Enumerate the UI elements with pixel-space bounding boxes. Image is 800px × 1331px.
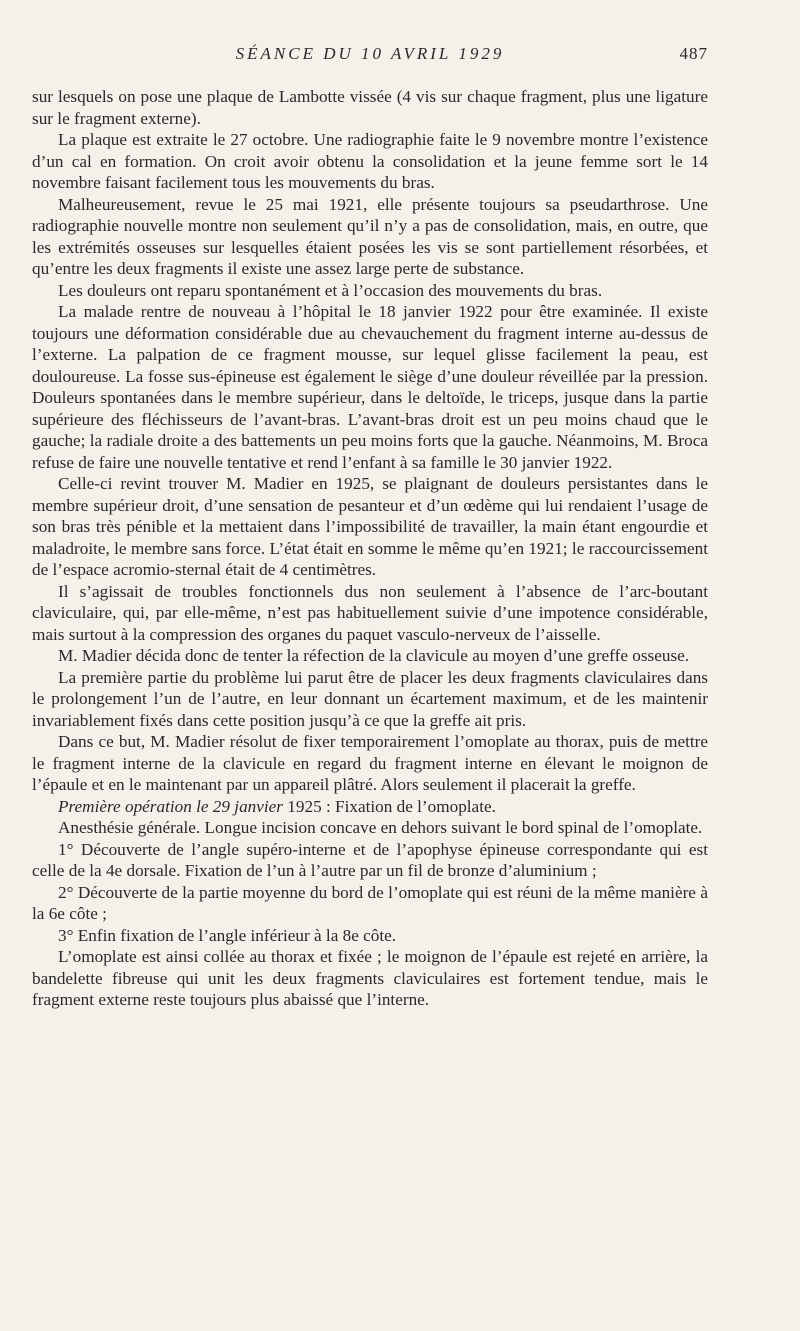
paragraph: Les douleurs ont reparu spontanément et à l’occasion des mouvements du bras. — [58, 280, 603, 300]
paragraph: 3° Enfin fixation de l’angle inférieur à la 8e côte. — [58, 925, 397, 945]
paragraph: Dans ce but, M. Madier résolut de fixer temporairement l’omoplate au thorax, puis de mettre le fragment interne de la clavicule en regard du fragment interne en élevant le moignon de l’épaule et en le maintenant par un appareil plâtré. Alors seulement il placerait la greffe. — [32, 732, 708, 794]
page-header — [32, 44, 708, 70]
paragraph: Malheureusement, revue le 25 mai 1921, elle présente toujours sa pseudarthrose. Une radiographie nouvelle montre non seulement qu’il n’y a pas de consolidation, mais, en outre, que les extrémités osseuses sur lesquelles étaient posées les vis se sont partiellement résorbées, et qu’entre les deux fragments il existe une assez large perte de substance. — [32, 194, 708, 278]
page-number: 487 — [679, 44, 708, 63]
running-head: SÉANCE DU 10 AVRIL 1929 — [235, 44, 505, 63]
paragraph: M. Madier décida donc de tenter la réfection de la clavicule au moyen d’une greffe osseuse. — [58, 646, 690, 665]
paragraph: Il s’agissait de troubles fonctionnels dus non seulement à l’absence de l’arc-boutant claviculaire, qui, par elle-même, n’est pas habituellement suivie d’une impotence considérable, mais surtout à la compression des organes du paquet vasculo-nerveux de l’aisselle. — [32, 581, 708, 644]
paragraph: La première partie du problème lui parut être de placer les deux fragments claviculaires dans le prolongement l’un de l’autre, en leur donnant un écartement maximum, et de les maintenir invariablement fixés dans cette position jusqu’à ce que la greffe ait pris. — [32, 667, 708, 730]
paragraph: 2° Découverte de la partie moyenne du bord de l’omoplate qui est réuni de la même manière à la 6e côte ; — [32, 882, 708, 923]
paragraph: sur lesquels on pose une plaque de Lambotte vissée (4 vis sur chaque fragment, plus une ligature sur le fragment externe). — [32, 87, 708, 128]
paragraph: L’omoplate est ainsi collée au thorax et fixée ; le moignon de l’épaule est rejeté en arrière, la bandelette fibreuse qui unit les deux fragments claviculaires est fortement tendue, mais le fragment externe reste toujours plus abaissé que l’interne. — [32, 947, 708, 1009]
paragraph: Anesthésie générale. Longue incision concave en dehors suivant le bord spinal de l’omoplate. — [58, 818, 703, 837]
paragraph: La plaque est extraite le 27 octobre. Une radiographie faite le 9 novembre montre l’existence d’un cal en formation. On croit avoir obtenu la consolidation et la jeune femme sort le 14 novembre faisant facilement tous les mouvements du bras. — [32, 130, 708, 192]
paragraph: Celle-ci revint trouver M. Madier en 1925, se plaignant de douleurs persistantes dans le membre supérieur droit, d’une sensation de pesanteur et d’un œdème qui lui rendaient l’usage de son bras très pénible et la mettaient dans l’impossibilité de travailler, la main étant engourdie et maladroite, le membre sans force. L’état était en somme le même qu’en 1921; le raccourcissement de l’espace acromio-sternal était de 4 centimètres. — [32, 474, 708, 579]
operation-paragraph — [32, 796, 708, 818]
paragraph: 1° Découverte de l’angle supéro-interne et de l’apophyse épineuse correspondante qui est celle de la 4e dorsale. Fixation de l’un à l’autre par un fil de bronze d’aluminium ; — [32, 839, 708, 880]
operation-text: 1925 : Fixation de l’omoplate. — [282, 796, 496, 816]
paragraph: La malade rentre de nouveau à l’hôpital le 18 janvier 1922 pour être examinée. Il existe toujours une déformation considérable due au chevauchement du fragment interne au-dessus de l’externe. La palpation de ce fragment mousse, sur lequel glisse facilement la peau, est douloureuse. La fosse sus-épineuse est également le siège d’une douleur réveillée par la pression. Douleurs spontanées dans le membre supérieur, dans le deltoïde, le triceps, jusque dans la partie supérieure des fléchisseurs de l’avant-bras. L’avant-bras droit est un peu moins chaud que le gauche; la radiale droite a des battements un peu moins forts que la gauche. Néanmoins, M. Broca refuse de faire une nouvelle tentative et rend l’enfant à sa famille le 30 janvier 1922. — [32, 302, 708, 472]
operation-lead: Première opération le 29 janvier — [58, 796, 283, 816]
body-text — [32, 86, 708, 1011]
